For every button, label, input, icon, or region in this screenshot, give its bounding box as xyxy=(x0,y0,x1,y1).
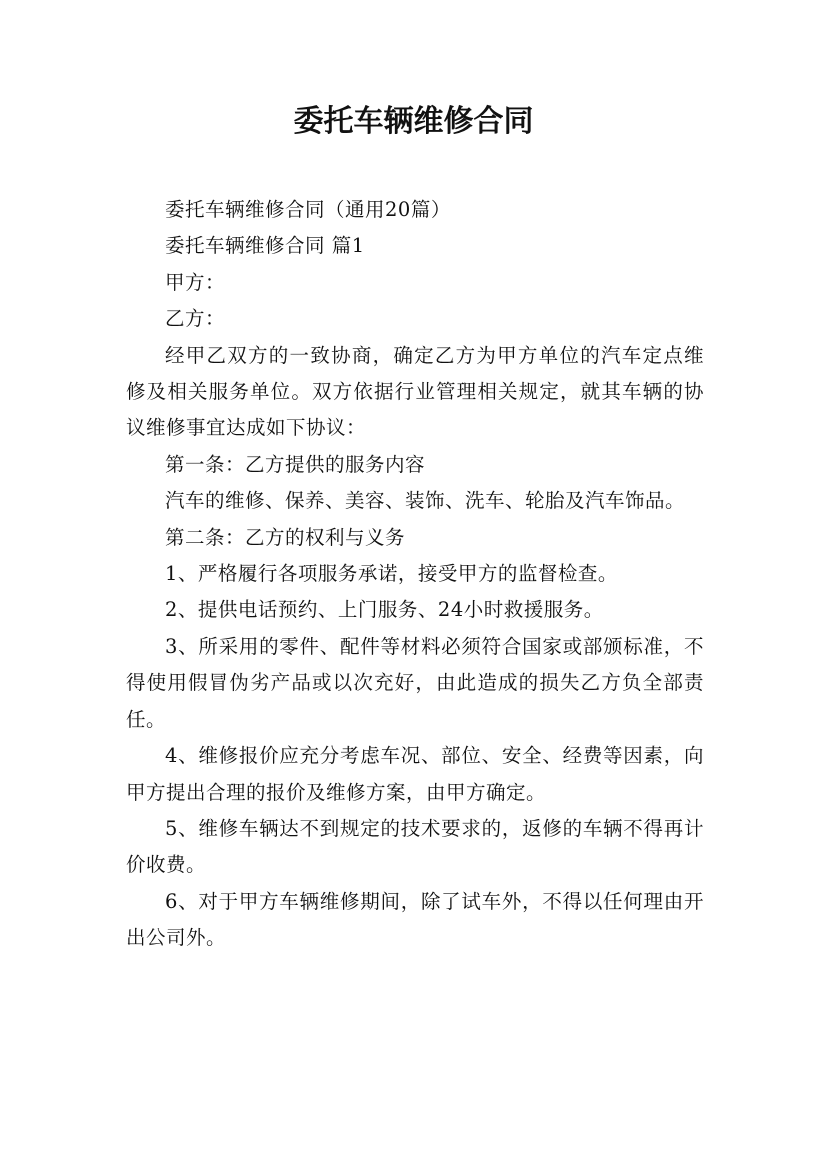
paragraph-obligation-3: 3、所采用的零件、配件等材料必须符合国家或部颁标准，不得使用假冒伪劣产品或以次充好，由此造成的损失乙方负全部责任。 xyxy=(126,634,704,731)
paragraph-contract-collection-title: 委托车辆维修合同（通用20篇） xyxy=(165,198,451,221)
paragraph-party-b: 乙方： xyxy=(165,307,226,331)
paragraph-obligation-2: 2、提供电话预约、上门服务、24小时救援服务。 xyxy=(165,598,604,622)
paragraph-obligation-6: 6、对于甲方车辆维修期间，除了试车外，不得以任何理由开出公司外。 xyxy=(126,889,704,950)
paragraph-contract-part-1-heading: 委托车辆维修合同 篇1 xyxy=(165,234,365,258)
paragraph-obligation-5: 5、维修车辆达不到规定的技术要求的，返修的车辆不得再计价收费。 xyxy=(126,816,704,877)
paragraph-agreement-intro: 经甲乙双方的一致协商，确定乙方为甲方单位的汽车定点维修及相关服务单位。双方依据行业管理相关规定，就其车辆的协议维修事宜达成如下协议： xyxy=(126,343,704,440)
paragraph-service-content: 汽车的维修、保养、美容、装饰、洗车、轮胎及汽车饰品。 xyxy=(165,489,686,513)
paragraph-article-2-heading: 第二条：乙方的权利与义务 xyxy=(165,525,406,549)
document-title: 委托车辆维修合同 xyxy=(293,104,534,139)
paragraph-obligation-4: 4、维修报价应充分考虑车况、部位、安全、经费等因素，向甲方提出合理的报价及维修方案，由甲方确定。 xyxy=(126,744,704,804)
paragraph-article-1-heading: 第一条：乙方提供的服务内容 xyxy=(165,452,426,476)
paragraph-obligation-1: 1、严格履行各项服务承诺，接受甲方的监督检查。 xyxy=(165,562,618,586)
paragraph-party-a: 甲方： xyxy=(165,270,226,294)
document-body xyxy=(126,192,704,957)
